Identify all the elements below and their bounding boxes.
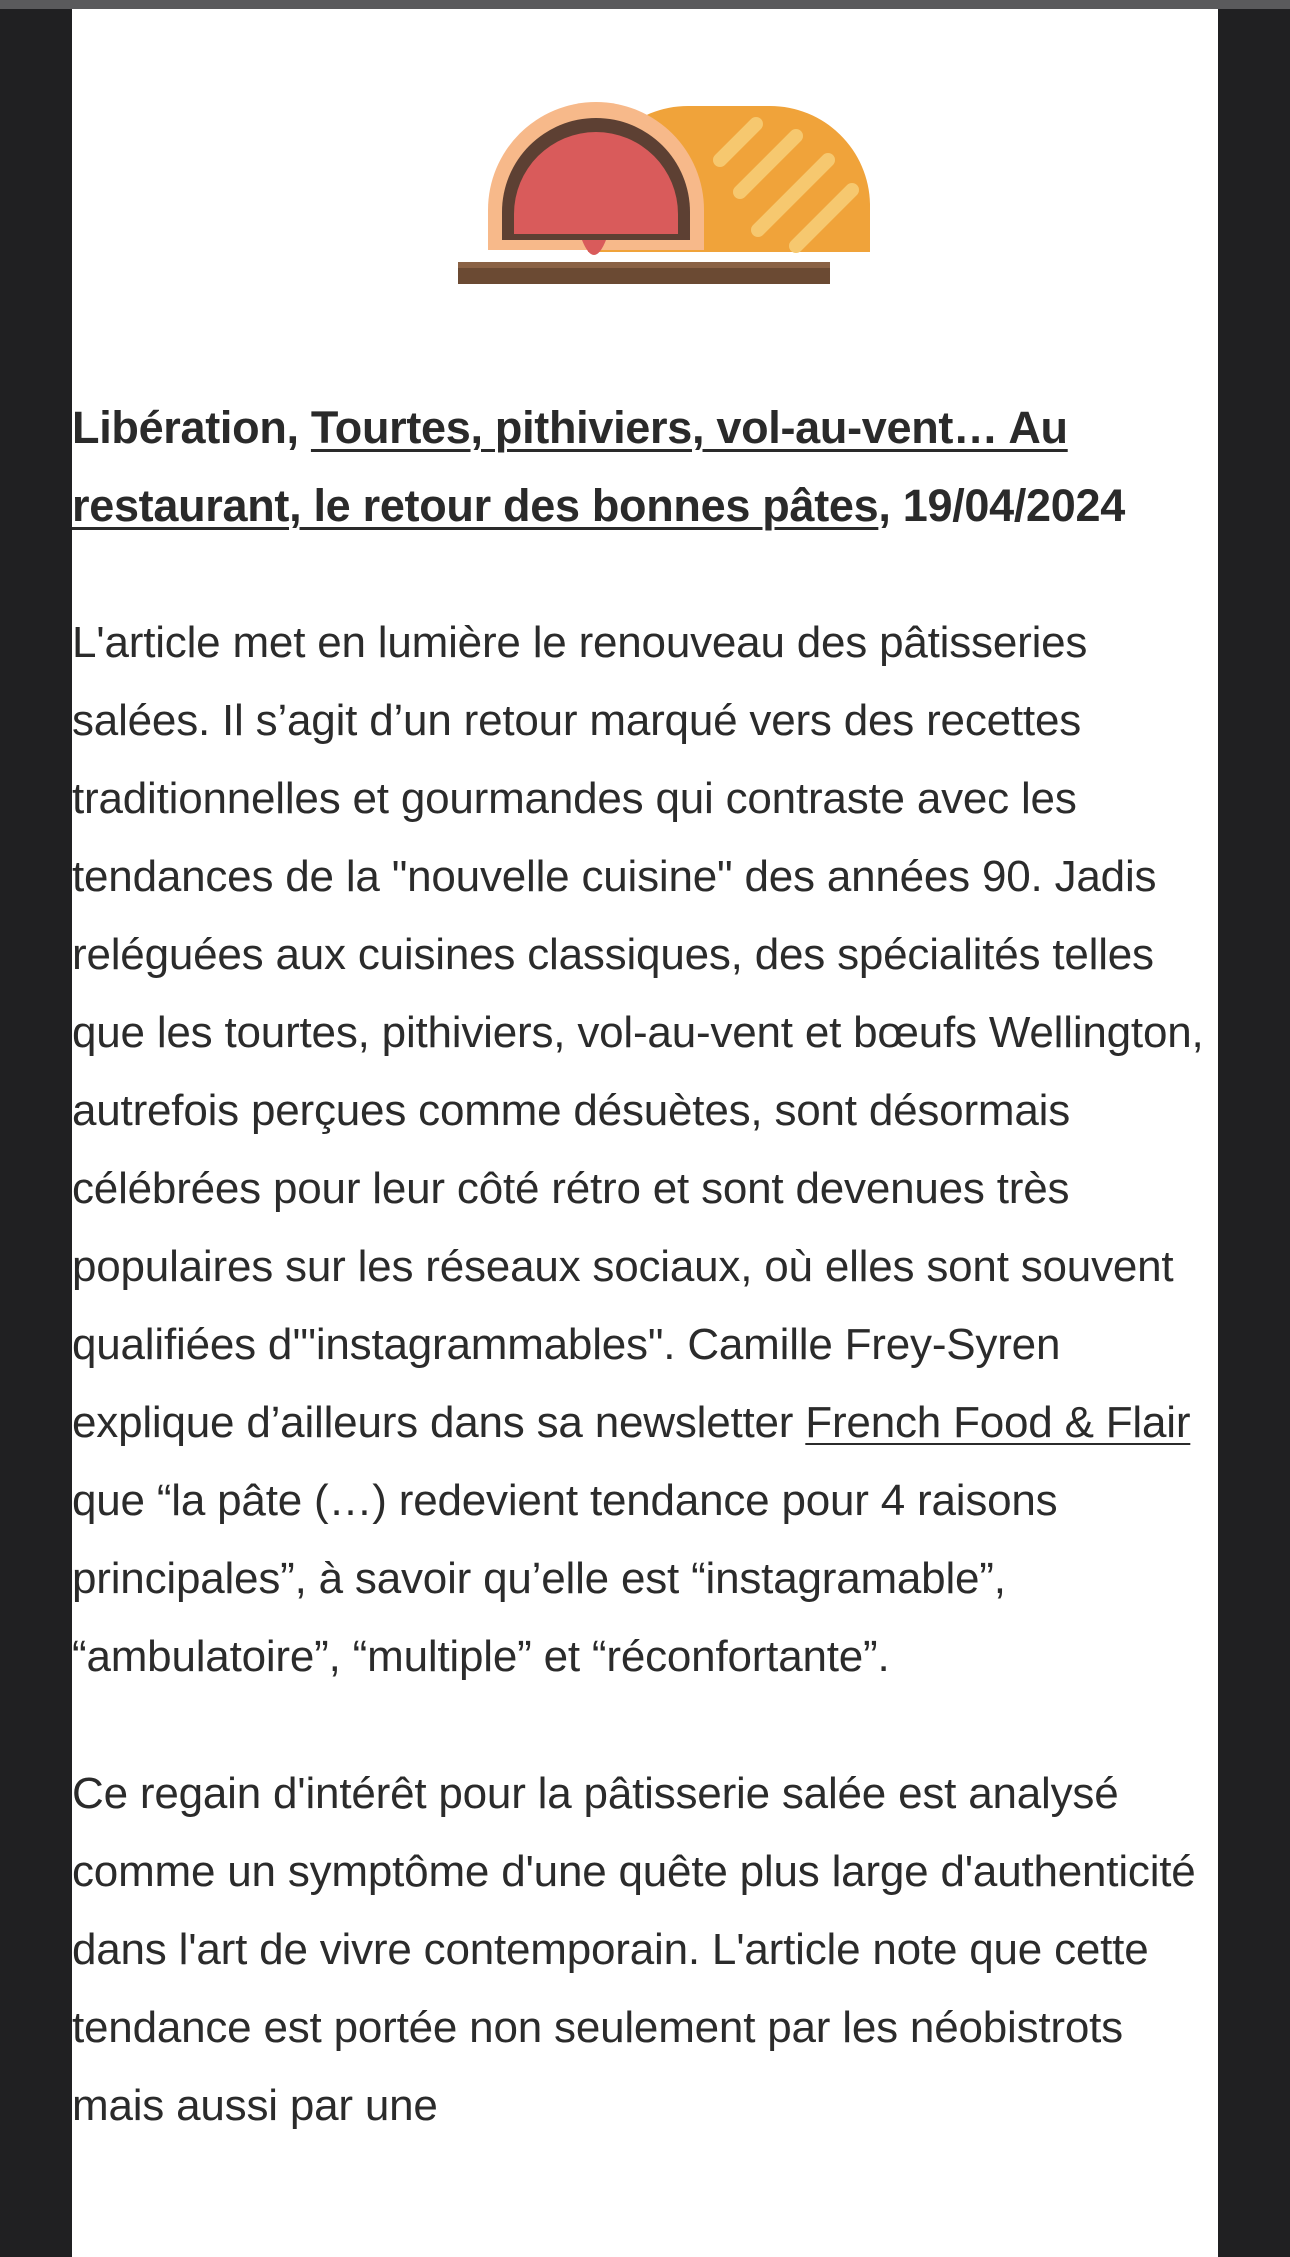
paragraph-2: Ce regain d'intérêt pour la pâtisserie salée est analysé comme un symptôme d'une quête plus large d'authenticité dans l'art de vivre contemporain. L'article note que cette tendance est portée non seulement par les néobistrots mais aussi par une [72,1769,1196,2130]
paragraph-1 [72,604,1218,1696]
article-headline [72,389,1218,545]
paragraph-1-text-end: que “la pâte (…) redevient tendance pour 4 raisons principales”, à savoir qu’elle est “instagramable”, “ambulatoire”, “multiple” et “réconfortante”. [72,1476,1058,1681]
beef-wellington-icon [458,64,878,304]
newsletter-link[interactable]: French Food & Flair [805,1398,1191,1447]
paragraph-1-text: L'article met en lumière le renouveau des pâtisseries salées. Il s’agit d’un retour marqué vers des recettes traditionnelles et gourmandes qui contraste avec les tendances de la "nouvelle cuisine" des années 90. Jadis reléguées aux cuisines classiques, des spécialités telles que les tourtes, pithiviers, vol-au-vent et bœufs Wellington, autrefois perçues comme désuètes, sont désormais célébrées pour leur côté rétro et sont devenues très populaires sur les réseaux sociaux, où elles sont souvent qualifiées d'"instagrammables". Camille Frey-Syren explique d’ailleurs dans sa newsletter [72,618,1204,1447]
headline-separator: , [286,402,311,453]
headline-separator: , [878,480,903,531]
article-content [72,389,1218,2145]
top-strip [0,0,1290,9]
article-page [72,9,1218,2257]
source-name: Libération [72,402,287,453]
article-link[interactable]: Tourtes, pithiviers, vol-au-vent… Au restaurant, le retour des bonnes pâtes [72,402,1068,531]
article-date: 19/04/2024 [902,480,1125,531]
